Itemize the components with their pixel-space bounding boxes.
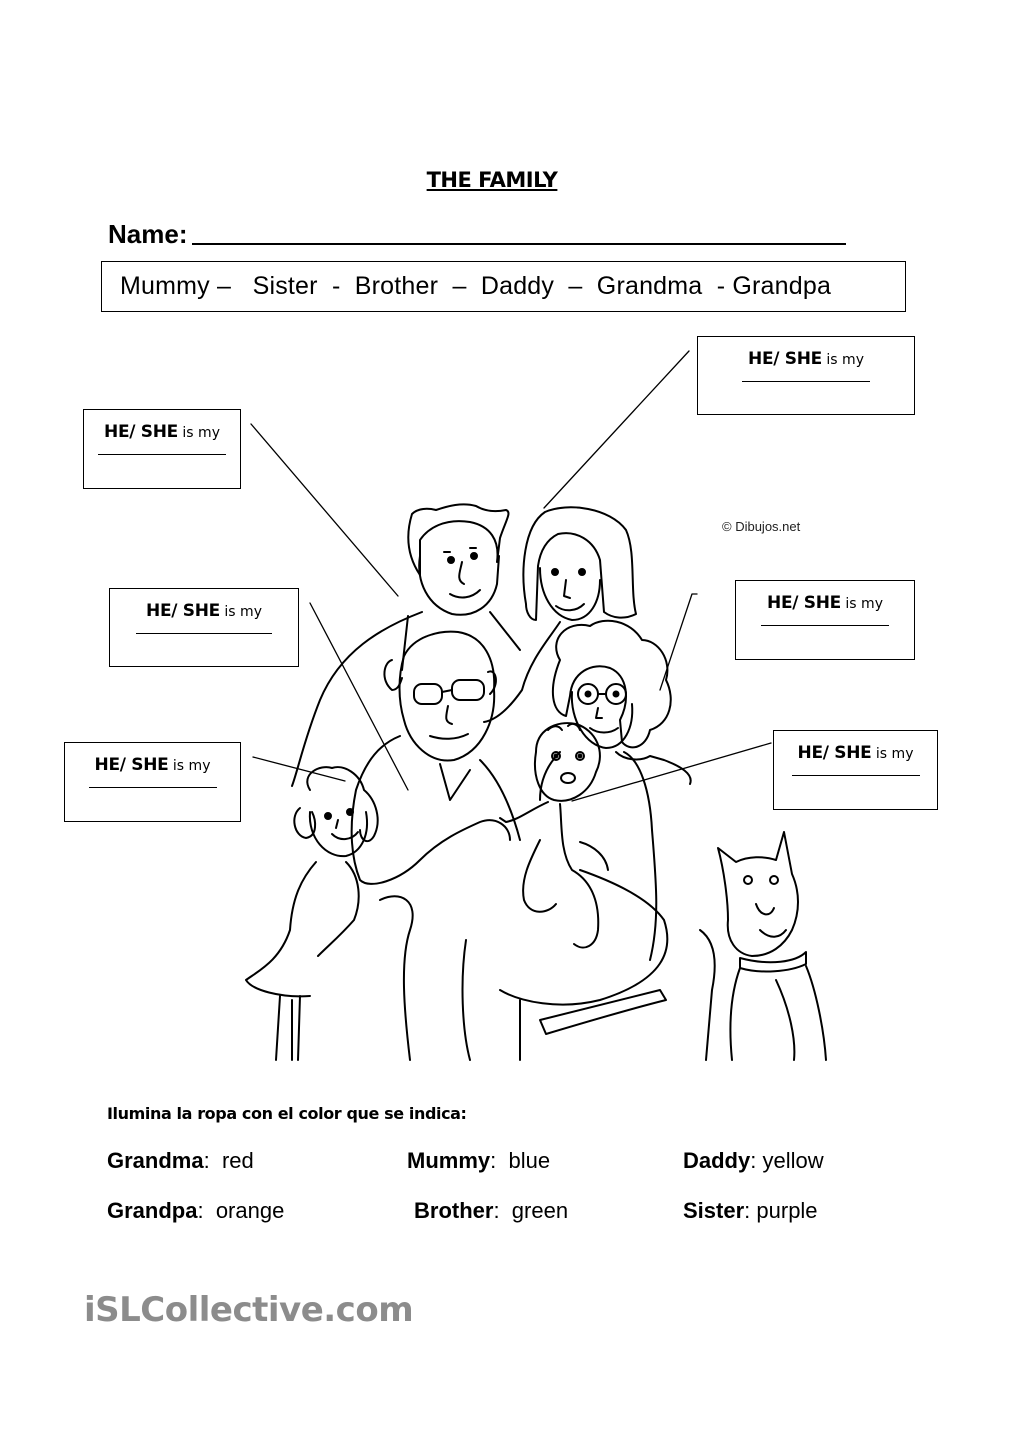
answer-blank-line[interactable]	[792, 775, 920, 776]
answer-blank-line[interactable]	[136, 633, 272, 634]
label-box-daddy[interactable]	[83, 409, 241, 489]
label-box-prompt: HE/ SHE is my	[146, 601, 262, 621]
answer-blank-line[interactable]	[761, 625, 889, 626]
answer-blank-line[interactable]	[89, 787, 217, 788]
label-box-prompt: HE/ SHE is my	[104, 422, 220, 442]
label-box-prompt: HE/ SHE is my	[797, 743, 914, 763]
label-box-prompt: HE/ SHE is my	[94, 755, 211, 775]
label-box-grandma[interactable]	[735, 580, 915, 660]
color-item-grandpa: Grandpa: orange	[107, 1198, 285, 1223]
sister-figure	[246, 767, 378, 1060]
word-bank-text: Mummy – Sister - Brother – Daddy – Grandma - Grandpa	[120, 272, 832, 300]
daddy-figure	[292, 504, 520, 786]
color-item-mummy: Mummy: blue	[407, 1148, 551, 1173]
answer-blank-line[interactable]	[742, 381, 870, 382]
color-item-daddy: Daddy: yellow	[683, 1148, 824, 1173]
answer-blank-line[interactable]	[98, 454, 226, 455]
illustration-copyright: © Dibujos.net	[722, 519, 801, 534]
label-box-sister[interactable]	[64, 742, 241, 822]
brother-figure	[500, 723, 608, 947]
label-box-mummy[interactable]	[697, 336, 915, 415]
grandpa-figure	[352, 632, 520, 884]
label-box-prompt: HE/ SHE is my	[748, 349, 864, 369]
connector-lines	[251, 351, 771, 801]
worksheet-title: THE FAMILY	[426, 168, 558, 192]
name-label: Name:	[108, 219, 188, 249]
color-item-grandma: Grandma: red	[107, 1148, 254, 1173]
mummy-figure	[484, 507, 636, 722]
dog-figure	[718, 832, 826, 1060]
watermark-footer: iSLCollective.com	[84, 1290, 414, 1330]
label-box-grandpa[interactable]	[109, 588, 299, 667]
color-item-sister: Sister: purple	[683, 1198, 818, 1223]
label-box-prompt: HE/ SHE is my	[767, 593, 883, 613]
color-item-brother: Brother: green	[414, 1198, 569, 1223]
label-box-brother[interactable]	[773, 730, 938, 810]
coloring-instruction: Ilumina la ropa con el color que se indica:	[107, 1104, 467, 1123]
